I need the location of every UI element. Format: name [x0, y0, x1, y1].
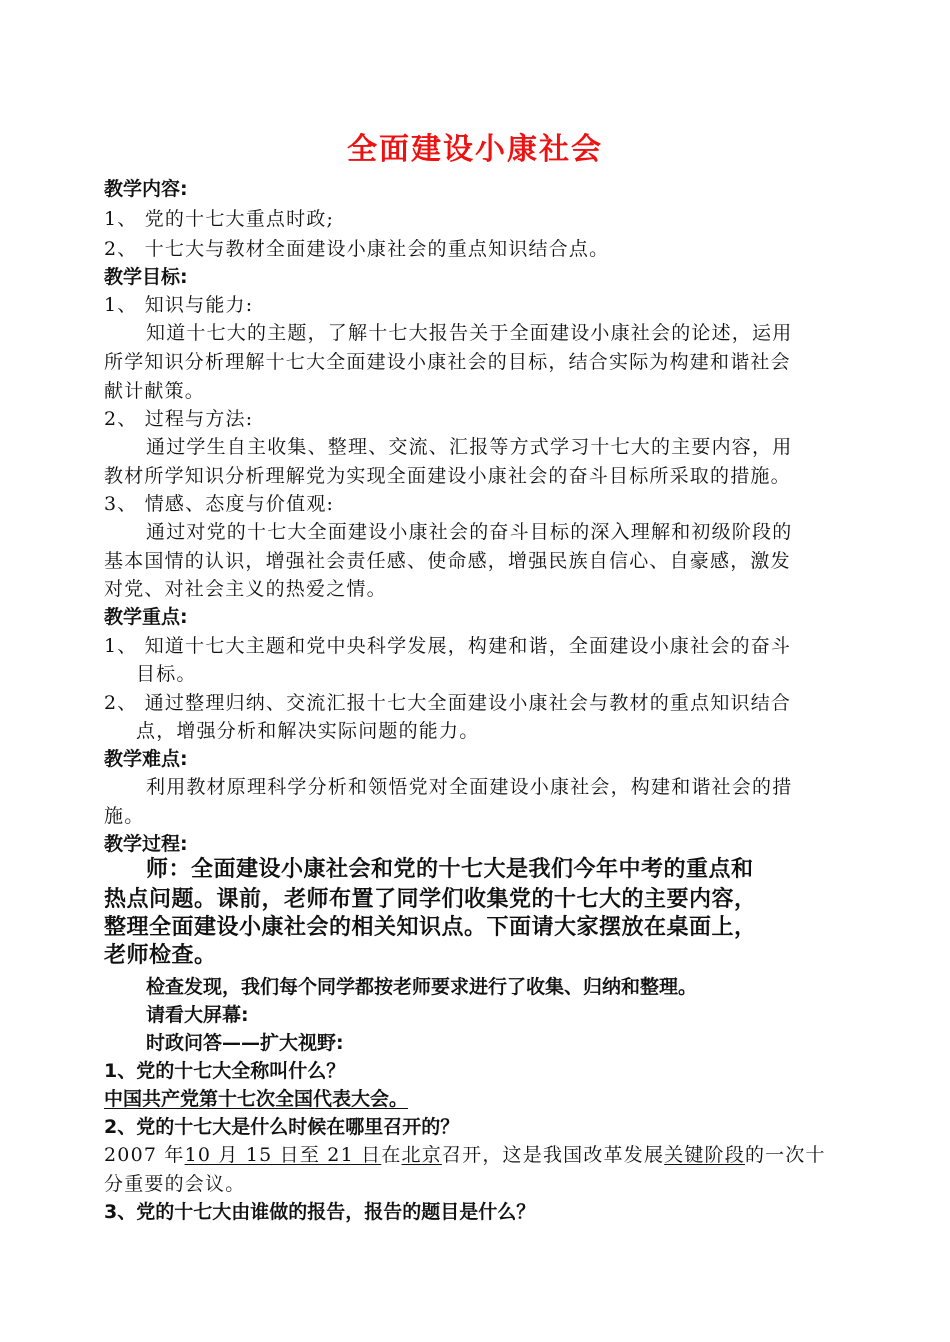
teacher-line: 师：全面建设小康社会和党的十七大是我们今年中考的重点和 [146, 857, 754, 882]
answer-place: 北京 [401, 1144, 442, 1166]
goals-heading: 教学目标: [104, 266, 188, 288]
check-line: 检查发现，我们每个同学都按老师要求进行了收集、归纳和整理。 [146, 976, 698, 998]
answer-text: 的一次十 [744, 1144, 826, 1166]
goal-1-line: 知道十七大的主题，了解十七大报告关于全面建设小康社会的论述，运用 [146, 322, 793, 344]
key-point-line: 目标。 [136, 663, 197, 685]
quiz-question: 3、党的十七大由谁做的报告，报告的题目是什么？ [104, 1201, 536, 1223]
document-title: 全面建设小康社会 [347, 132, 603, 167]
goal-1-line: 献计献策。 [104, 380, 206, 402]
quiz-answer: 分重要的会议。 [104, 1173, 246, 1195]
goal-3-label: 3、 情感、态度与价值观: [104, 493, 335, 515]
answer-text: 召开，这是我国改革发展 [441, 1144, 665, 1166]
answer-date: 10 月 15 日至 21 日 [184, 1144, 382, 1166]
answer-keyword: 关键阶段 [664, 1144, 745, 1166]
key-points-heading: 教学重点: [104, 606, 188, 628]
goal-3-line: 对党、对社会主义的热爱之情。 [104, 578, 387, 600]
quiz-answer [104, 1142, 826, 1168]
goal-2-label: 2、 过程与方法: [104, 408, 254, 430]
answer-text: 2007 年 [104, 1144, 185, 1166]
goal-3-line: 通过对党的十七大全面建设小康社会的奋斗目标的深入理解和初级阶段的 [146, 521, 793, 543]
goal-3-line: 基本国情的认识，增强社会责任感、使命感，增强民族自信心、自豪感，激发 [104, 550, 791, 572]
key-point-line: 点，增强分析和解决实际问题的能力。 [136, 720, 480, 742]
quiz-answer: 中国共产党第十七次全国代表大会。 [104, 1088, 409, 1110]
screen-line: 请看大屏幕: [146, 1004, 249, 1026]
difficult-points-heading: 教学难点: [104, 748, 188, 770]
goal-1-label: 1、 知识与能力: [104, 294, 254, 316]
goal-2-line: 教材所学知识分析理解党为实现全面建设小康社会的奋斗目标所采取的措施。 [104, 465, 791, 487]
key-point-line: 2、 通过整理归纳、交流汇报十七大全面建设小康社会与教材的重点知识结合 [104, 692, 792, 714]
key-point-line: 1、 知道十七大主题和党中央科学发展，构建和谐，全面建设小康社会的奋斗 [104, 635, 792, 657]
difficult-point-line: 施。 [104, 805, 145, 827]
goal-1-line: 所学知识分析理解十七大全面建设小康社会的目标，结合实际为构建和谐社会 [104, 351, 791, 373]
content-item-2: 2、 十七大与教材全面建设小康社会的重点知识结合点。 [104, 238, 610, 260]
content-heading: 教学内容: [104, 178, 188, 200]
quiz-question: 2、党的十七大是什么时候在哪里召开的？ [104, 1116, 460, 1138]
goal-2-line: 通过学生自主收集、整理、交流、汇报等方式学习十七大的主要内容，用 [146, 436, 793, 458]
quiz-title: 时政问答——扩大视野: [146, 1032, 344, 1054]
quiz-question: 1、党的十七大全称叫什么？ [104, 1060, 346, 1082]
process-heading: 教学过程: [104, 833, 188, 855]
content-item-1: 1、 党的十七大重点时政; [104, 208, 335, 230]
answer-text: 在 [381, 1144, 402, 1166]
difficult-point-line: 利用教材原理科学分析和领悟党对全面建设小康社会，构建和谐社会的措 [146, 776, 793, 798]
teacher-line: 热点问题。课前，老师布置了同学们收集党的十七大的主要内容， [104, 887, 757, 912]
teacher-line: 整理全面建设小康社会的相关知识点。下面请大家摆放在桌面上， [104, 915, 757, 940]
teacher-line: 老师检查。 [104, 943, 217, 968]
